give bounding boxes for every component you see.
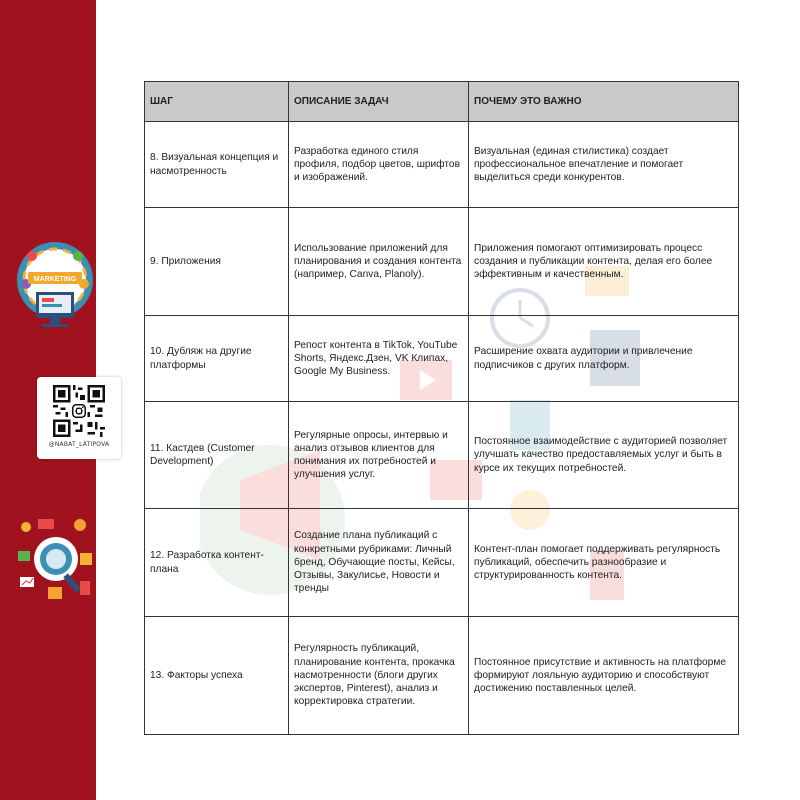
step-cell: 13. Факторы успеха [145, 617, 289, 735]
importance-cell: Расширение охвата аудитории и привлечение подписчиков с других платформ. [469, 316, 739, 402]
step-cell: 8. Визуальная концепция и насмотренность [145, 122, 289, 208]
qr-code-icon [53, 385, 105, 437]
table-row [145, 122, 739, 208]
table-row [145, 617, 739, 735]
qr-handle-label: @NABAT_LATIPOVA [48, 441, 110, 448]
description-cell: Использование приложений для планирования и создания контента (например, Canva, Planoly). [289, 208, 469, 316]
marketing-label: MARKETING [33, 276, 77, 283]
table-row [145, 208, 739, 316]
marketing-icon [14, 240, 96, 332]
importance-cell: Постоянное взаимодействие с аудиторией позволяет улучшать качество предоставляемых услуг и быть в курсе их текущих потребностей. [469, 402, 739, 509]
description-cell: Разработка единого стиля профиля, подбор цветов, шрифтов и изображений. [289, 122, 469, 208]
description-cell: Создание плана публикаций с конкретными рубриками: Личный бренд, Обучающие посты, Кейсы, Отзывы, Закулисье, Новости и тренды [289, 509, 469, 617]
table-row [145, 509, 739, 617]
header-step: ШАГ [145, 82, 289, 122]
table-header-row [145, 82, 739, 122]
step-cell: 11. Кастдев (Customer Development) [145, 402, 289, 509]
description-cell: Регулярность публикаций, планирование контента, прокачка насмотренности (блоги других экспертов, Pinterest), анализ и корректировка стратегии. [289, 617, 469, 735]
steps-table [144, 81, 739, 735]
importance-cell: Постоянное присутствие и активность на платформе формируют лояльную аудиторию и способствуют достижению поставленных целей. [469, 617, 739, 735]
research-icon [14, 515, 98, 603]
importance-cell: Приложения помогают оптимизировать процесс создания и публикации контента, делая его более эффективным и качественным. [469, 208, 739, 316]
table-row [145, 316, 739, 402]
qr-code-card[interactable] [37, 377, 121, 459]
table-row [145, 402, 739, 509]
step-cell: 10. Дубляж на другие платформы [145, 316, 289, 402]
importance-cell: Визуальная (единая стилистика) создает профессиональное впечатление и помогает выделиться среди конкурентов. [469, 122, 739, 208]
step-cell: 12. Разработка контент-плана [145, 509, 289, 617]
header-description: ОПИСАНИЕ ЗАДАЧ [289, 82, 469, 122]
description-cell: Регулярные опросы, интервью и анализ отзывов клиентов для понимания их потребностей и улучшения услуг. [289, 402, 469, 509]
header-importance: ПОЧЕМУ ЭТО ВАЖНО [469, 82, 739, 122]
step-cell: 9. Приложения [145, 208, 289, 316]
importance-cell: Контент-план помогает поддерживать регулярность публикаций, обеспечить разнообразие и структурированность контента. [469, 509, 739, 617]
description-cell: Репост контента в TikTok, YouTube Shorts, Яндекс.Дзен, VK Клипах, Google My Business. [289, 316, 469, 402]
